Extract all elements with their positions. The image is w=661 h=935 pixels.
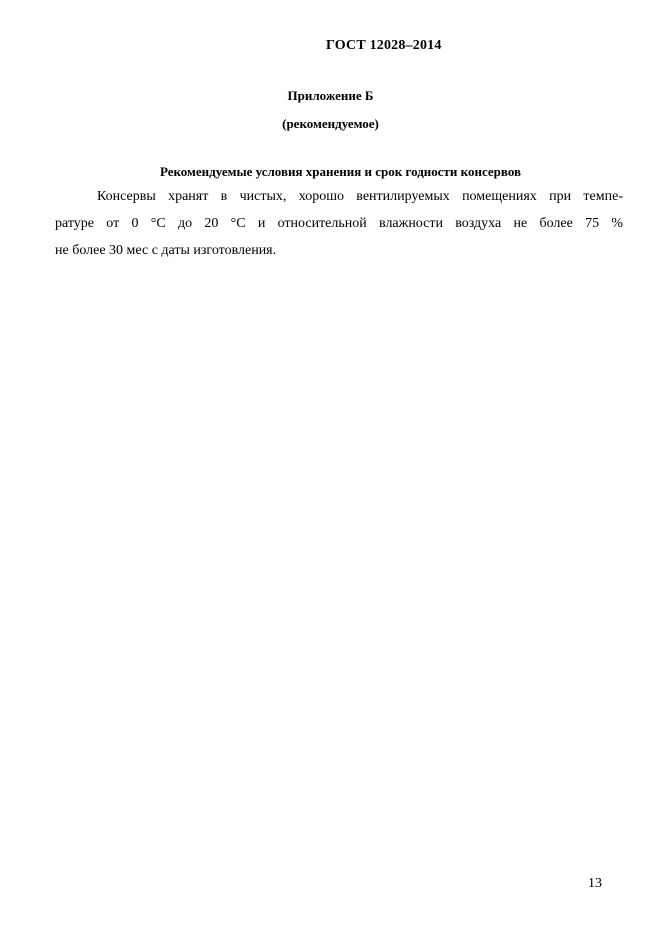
paragraph-line: Консервы хранят в чистых, хорошо вентилируемых помещениях при темпе- bbox=[97, 189, 623, 204]
document-code-header: ГОСТ 12028–2014 bbox=[326, 38, 442, 53]
annex-status: (рекомендуемое) bbox=[282, 116, 379, 131]
page-number: 13 bbox=[588, 876, 602, 891]
annex-title: Приложение Б bbox=[287, 88, 374, 103]
paragraph-line: ратуре от 0 °С до 20 °С и относительной влажности воздуха не более 75 % bbox=[55, 216, 623, 231]
paragraph-line: не более 30 мес с даты изготовления. bbox=[55, 243, 277, 258]
section-heading: Рекомендуемые условия хранения и срок годности консервов bbox=[159, 164, 522, 179]
